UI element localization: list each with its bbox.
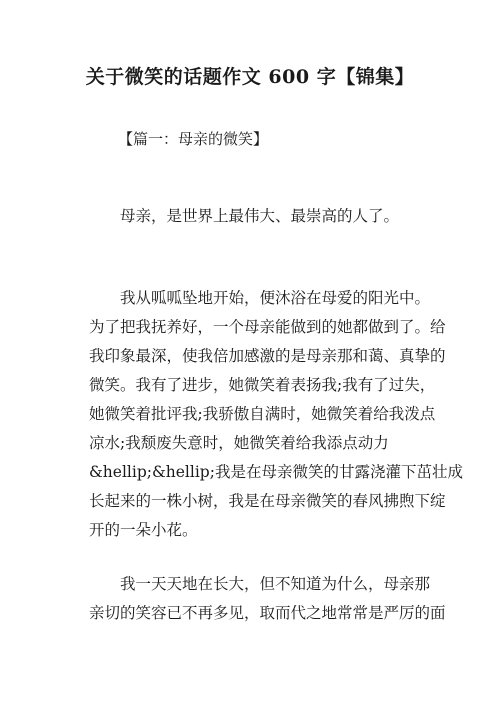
paragraph-line: 开的一朵小花。 <box>89 521 198 539</box>
paragraph-1 <box>89 202 425 231</box>
paragraph-line: 我印象最深，使我倍加感激的是母亲那和蔼、真挚的 <box>89 347 446 365</box>
paragraph-line: 凉水;我颓废失意时，她微笑着给我添点动力 <box>89 434 389 452</box>
paragraph-line: 她微笑着批评我;我骄傲自满时，她微笑着给我泼点 <box>89 405 436 423</box>
paragraph-line: 我一天天地在长大，但不知道为什么，母亲那 <box>89 575 431 593</box>
paragraph-line: 为了把我抚养好，一个母亲能做到的她都做到了。给 <box>89 318 446 336</box>
paragraph-line: 亲切的笑容已不再多见，取而代之地常常是严厉的面 <box>89 604 446 622</box>
paragraph-line: &hellip;&hellip;我是在母亲微笑的甘露浇灌下茁壮成 <box>89 463 463 481</box>
document-title: 关于微笑的话题作文 600 字【锦集】 <box>85 66 415 88</box>
paragraph-2 <box>89 284 463 545</box>
paragraph-line: 长起来的一株小树，我是在母亲微笑的春风拂煦下绽 <box>89 492 446 510</box>
paragraph-line: 母亲，是世界上最伟大、最崇高的人了。 <box>89 207 400 225</box>
paragraph-line: 我从呱呱坠地开始，便沐浴在母爱的阳光中。 <box>89 289 431 307</box>
paragraph-3 <box>89 570 446 628</box>
section-heading: 【篇一：母亲的微笑】 <box>118 130 269 148</box>
paragraph-line: 微笑。我有了进步，她微笑着表扬我;我有了过失， <box>89 376 436 394</box>
